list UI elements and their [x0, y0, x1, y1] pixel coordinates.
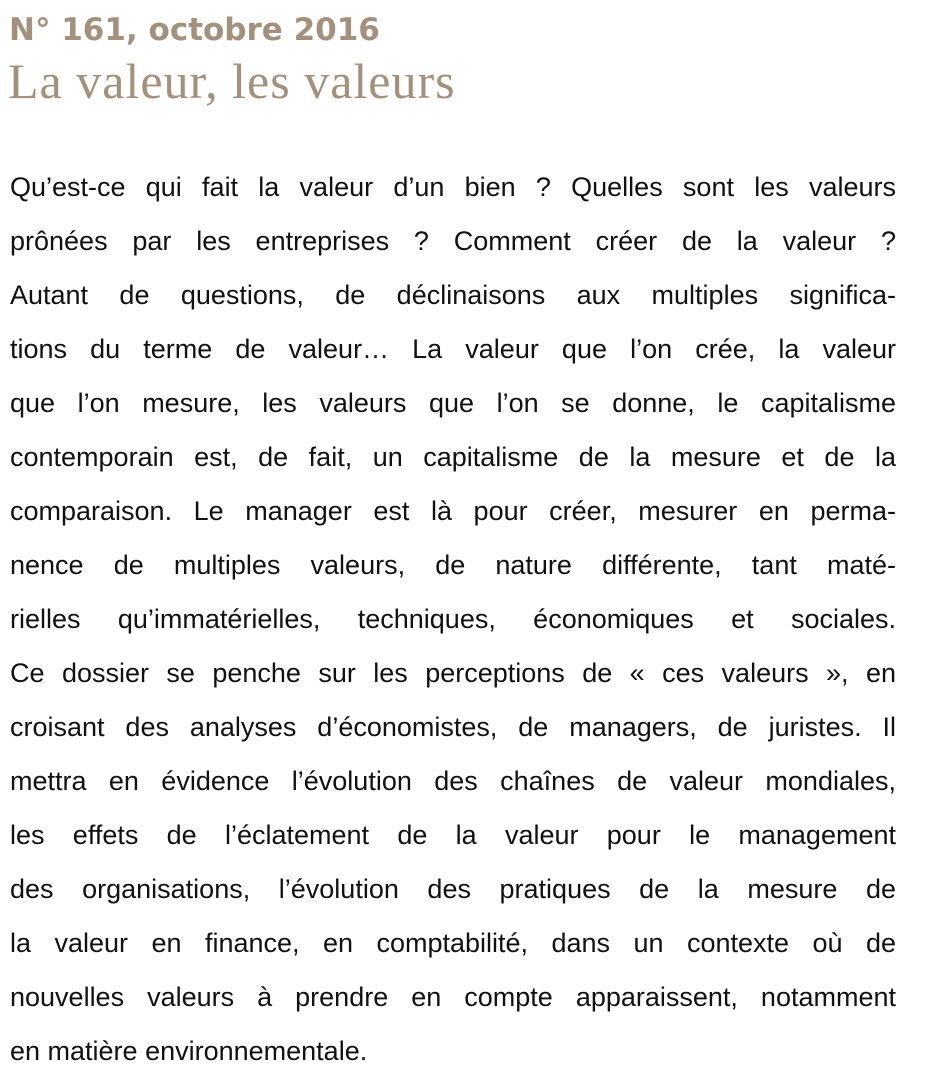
paragraph-line: les effets de l’éclatement de la valeur pour le management [10, 820, 896, 850]
paragraph-line: des organisations, l’évolution des pratiques de la mesure de [10, 874, 896, 904]
issue-number: N° 161, octobre 2016 [9, 12, 380, 48]
paragraph-line: comparaison. Le manager est là pour créer, mesurer en perma- [10, 496, 896, 526]
paragraph-line: nence de multiples valeurs, de nature différente, tant maté- [10, 550, 896, 580]
paragraph-line: rielles qu’immatérielles, techniques, économiques et sociales. [10, 604, 896, 634]
body-paragraph [10, 160, 896, 1078]
paragraph-line: croisant des analyses d’économistes, de managers, de juristes. Il [10, 712, 896, 742]
paragraph-line: que l’on mesure, les valeurs que l’on se donne, le capitalisme [10, 388, 896, 418]
paragraph-line: Qu’est-ce qui fait la valeur d’un bien ? Quelles sont les valeurs [10, 172, 896, 202]
paragraph-line: contemporain est, de fait, un capitalisme de la mesure et de la [10, 442, 896, 472]
paragraph-line: tions du terme de valeur… La valeur que l’on crée, la valeur [10, 334, 896, 364]
paragraph-line: prônées par les entreprises ? Comment créer de la valeur ? [10, 226, 896, 256]
paragraph-line: Autant de questions, de déclinaisons aux multiples significa- [10, 280, 896, 310]
page-title: La valeur, les valeurs [8, 53, 456, 109]
paragraph-line: la valeur en finance, en comptabilité, dans un contexte où de [10, 928, 896, 958]
paragraph-line: nouvelles valeurs à prendre en compte apparaissent, notamment [10, 982, 896, 1012]
paragraph-line: mettra en évidence l’évolution des chaînes de valeur mondiales, [10, 766, 896, 796]
paragraph-line: en matière environnementale. [10, 1036, 368, 1066]
paragraph-line: Ce dossier se penche sur les perceptions de « ces valeurs », en [10, 658, 896, 688]
